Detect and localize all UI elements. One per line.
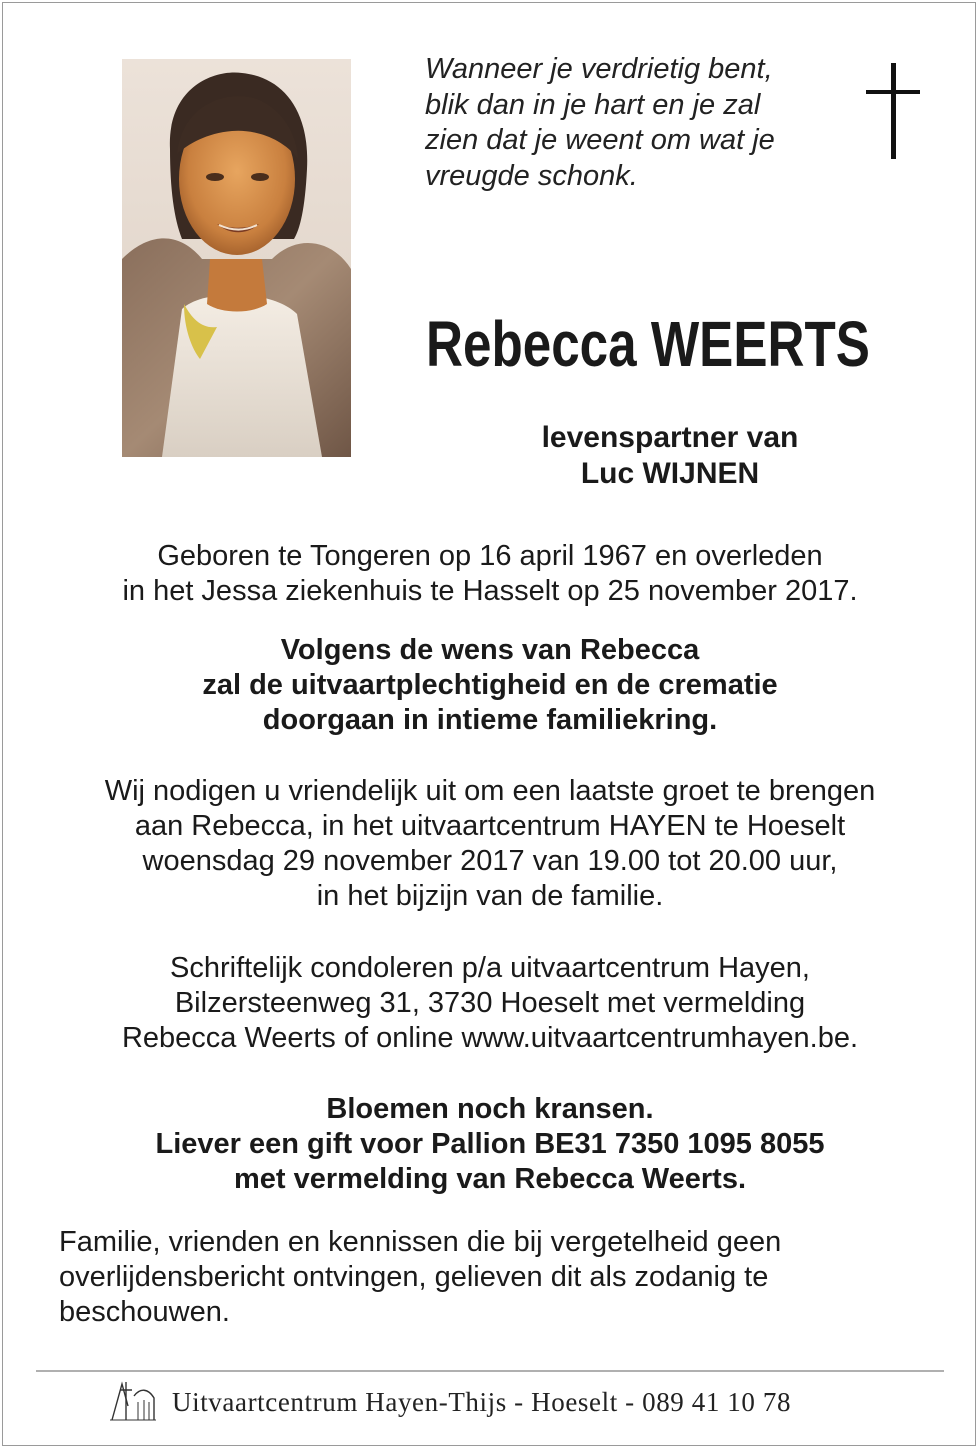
notice-line: Familie, vrienden en kennissen die bij vergetelheid geen <box>59 1226 782 1258</box>
relation-label: levenspartner van <box>541 421 799 454</box>
invitation-line: aan Rebecca, in het uitvaartcentrum HAYEN te Hoeselt <box>134 810 846 842</box>
footer-divider <box>36 1370 944 1372</box>
invitation-line: in het bijzijn van de familie. <box>316 880 664 912</box>
deceased-name: Rebecca WEERTS <box>426 308 870 380</box>
poem <box>425 52 845 194</box>
flowers-text <box>40 1092 940 1197</box>
poem-line: zien dat je weent om wat je <box>425 124 775 156</box>
invitation-line: Wij nodigen u vriendelijk uit om een laatste groet te brengen <box>104 775 876 807</box>
notice-line: beschouwen. <box>59 1296 230 1328</box>
birth-death-line: in het Jessa ziekenhuis te Hasselt op 25 november 2017. <box>122 575 858 607</box>
partner-block <box>440 420 900 492</box>
flowers-line: Bloemen noch kransen. <box>326 1093 654 1125</box>
funeral-home-logo-icon <box>108 1376 158 1429</box>
wish-line: Volgens de wens van Rebecca <box>280 634 700 666</box>
condolences-line: Bilzersteenweg 31, 3730 Hoeselt met vermelding <box>174 987 806 1019</box>
poem-line: Wanneer je verdrietig bent, <box>425 53 773 85</box>
footer-text: Uitvaartcentrum Hayen-Thijs - Hoeselt - 089 41 10 78 <box>172 1386 792 1417</box>
notice-line: overlijdensbericht ontvingen, gelieven dit als zodanig te <box>59 1261 769 1293</box>
condolences-line: Schriftelijk condoleren p/a uitvaartcentrum Hayen, <box>170 952 810 984</box>
wish-line: doorgaan in intieme familiekring. <box>262 704 718 736</box>
cross-icon <box>864 63 922 166</box>
partner-name: Luc WIJNEN <box>580 457 760 490</box>
birth-death-text <box>40 539 940 609</box>
funeral-wish-text <box>40 633 940 738</box>
invitation-line: woensdag 29 november 2017 van 19.00 tot 20.00 uur, <box>142 845 838 877</box>
poem-line: vreugde schonk. <box>425 159 638 192</box>
footer <box>108 1378 791 1426</box>
birth-death-line: Geboren te Tongeren op 16 april 1967 en overleden <box>157 540 823 572</box>
invitation-text <box>40 774 940 914</box>
flowers-line: met vermelding van Rebecca Weerts. <box>233 1163 747 1195</box>
poem-line: blik dan in je hart en je zal <box>425 88 761 121</box>
condolences-line: Rebecca Weerts of online www.uitvaartcentrumhayen.be. <box>121 1022 859 1054</box>
flowers-line: Liever een gift voor Pallion BE31 7350 1095 8055 <box>155 1128 825 1160</box>
notice-text <box>59 1225 939 1330</box>
wish-line: zal de uitvaartplechtigheid en de crematie <box>202 669 778 701</box>
condolences-text <box>40 951 940 1056</box>
portrait-photo <box>122 59 351 457</box>
